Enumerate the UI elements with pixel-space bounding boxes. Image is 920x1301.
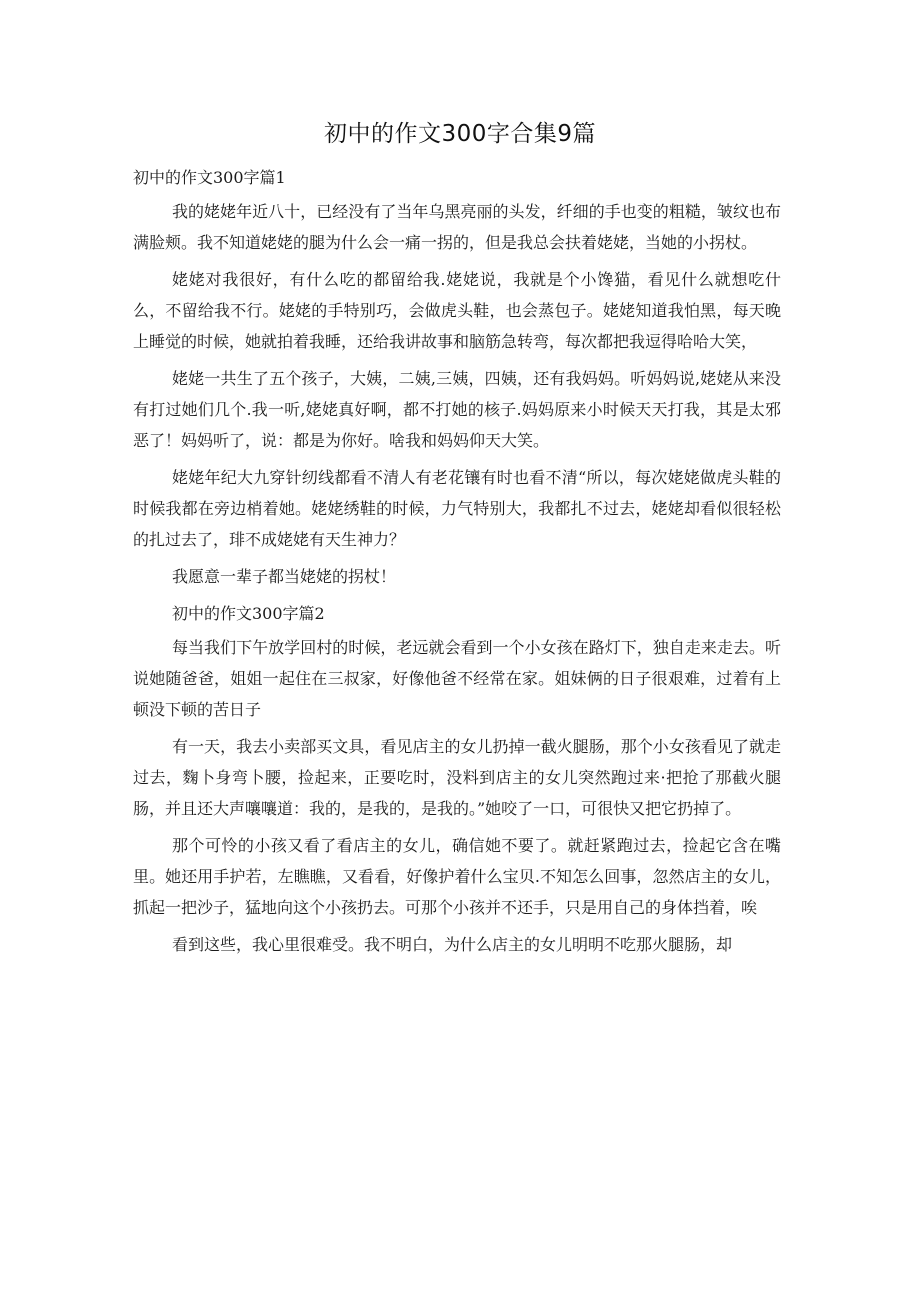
paragraph: 姥姥年纪大九穿针纫线都看不清人有老花镶有时也看不清“所以，每次姥姥做虎头鞋的时候我都在旁边梢着她。姥姥绣鞋的时候，力气特别大，我都扎不过去，姥姥却看似很轻松的扎过去了，琲不成姥姥有天生神力？ [133,468,781,549]
section-heading-2: 初中的作文300字篇2 [172,604,325,623]
paragraph: 我愿意一辈子都当姥姥的拐杖！ [172,567,397,586]
paragraph: 我的姥姥年近八十，已经没有了当年乌黑亮丽的头发，纤细的手也变的粗糙，皱纹也布满脸颊。我不知道姥姥的腿为什么会一痛一拐的，但是我总会扶着姥姥，当她的小拐杖。 [133,202,781,252]
page-title: 初中的作文300字合集9篇 [323,121,597,147]
paragraph: 每当我们下午放学回村的时候，老远就会看到一个小女孩在路灯下，独自走来走去。听说她随爸爸，姐姐一起住在三叔家，好像他爸不经常在家。姐妹俩的日子很艰难，过着有上顿没下顿的苦日子 [133,638,781,719]
section-heading-1: 初中的作文300字篇1 [133,168,286,187]
paragraph: 看到这些，我心里很难受。我不明白，为什么店主的女儿明明不吃那火腿肠，却 [172,935,733,954]
paragraph: 姥姥一共生了五个孩子，大姨，二姨,三姨，四姨，还有我妈妈。听妈妈说,姥姥从来没有打过她们几个.我一听,姥姥真好啊，都不打她的核子.妈妈原来小时候天天打我，其是太邪恶了！妈妈听了，说：都是为你好。啥我和妈妈仰天大笑。 [133,369,781,450]
paragraph: 那个可怜的小孩又看了看店主的女儿，确信她不要了。就赶紧跑过去，捡起它含在嘴里。她还用手护若，左瞧瞧，又看看，好像护着什么宝贝.不知怎么回事，忽然店主的女儿，抓起一把沙子，猛地向这个小孩扔去。可那个小孩并不还手，只是用自己的身体挡着，唉 [133,836,781,917]
paragraph: 姥姥对我很好，有什么吃的都留给我.姥姥说，我就是个小馋猫，看见什么就想吃什么，不留给我不行。姥姥的手特别巧，会做虎头鞋，也会蒸包子。姥姥知道我怕黑，每天晚上睡觉的时候，她就拍着我睡，还给我讲故事和脑筋急转弯，每次都把我逗得哈哈大笑， [133,270,781,351]
document-body [133,162,781,966]
paragraph: 有一天，我去小卖部买文具，看见店主的女儿扔掉一截火腿肠，那个小女孩看见了就走过去，麴卜身弯卜腰，捡起来，正要吃时，没料到店主的女儿突然跑过来·把抢了那截火腿肠，并且还大声嚷嚷道：我的，是我的，是我的。”她咬了一口，可很快又把它扔掉了。 [133,737,781,818]
